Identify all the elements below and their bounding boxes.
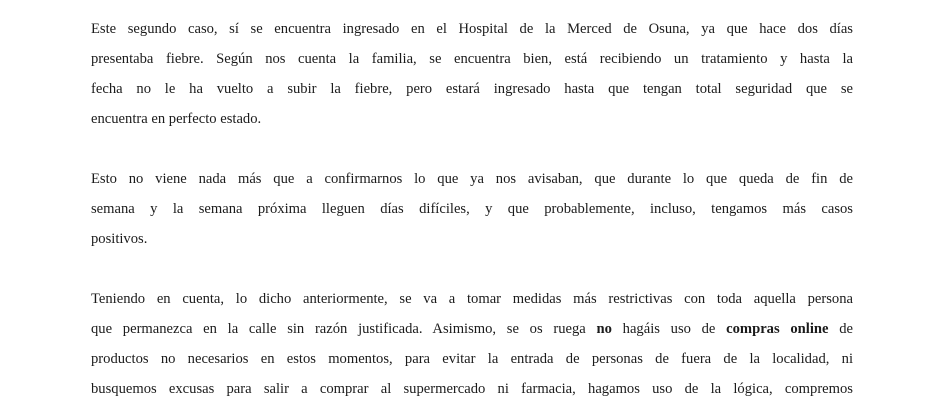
text-line: encuentra en perfecto estado. xyxy=(91,111,262,127)
text-line: Esto no viene nada más que a confirmarnos lo que ya nos avisaban, que durante lo que queda de fin de xyxy=(91,171,853,187)
text-line xyxy=(91,314,853,344)
text-segment: de xyxy=(828,321,853,337)
paragraph-hospital-case xyxy=(91,14,853,134)
text-line: semana y la semana próxima lleguen días difíciles, y que probablemente, incluso, tengamos más casos xyxy=(91,201,853,217)
paragraph-difficult-days xyxy=(91,164,853,254)
text-segment: que permanezca en la calle sin razón justificada. Asimismo, se os ruega xyxy=(91,321,597,337)
emphasis-online-shopping: compras online xyxy=(726,321,829,337)
text-line: Este segundo caso, sí se encuentra ingresado en el Hospital de la Merced de Osuna, ya que hace dos días xyxy=(91,21,853,37)
text-segment: hagáis uso de xyxy=(611,321,727,337)
paragraph-restrictive-measures xyxy=(91,284,853,400)
text-line: positivos. xyxy=(91,231,148,247)
text-line: busquemos excusas para salir a comprar al supermercado ni farmacia, hagamos uso de la lógica, compremos xyxy=(91,381,853,397)
text-line: Teniendo en cuenta, lo dicho anteriormente, se va a tomar medidas más restrictivas con toda aquella persona xyxy=(91,291,853,307)
text-line: fecha no le ha vuelto a subir la fiebre, pero estará ingresado hasta que tengan total seguridad que se xyxy=(91,81,853,97)
text-line: productos no necesarios en estos momentos, para evitar la entrada de personas de fuera de la localidad, ni xyxy=(91,351,853,367)
text-line: presentaba fiebre. Según nos cuenta la familia, se encuentra bien, está recibiendo un tratamiento y hasta la xyxy=(91,51,853,67)
emphasis-no: no xyxy=(596,321,612,337)
